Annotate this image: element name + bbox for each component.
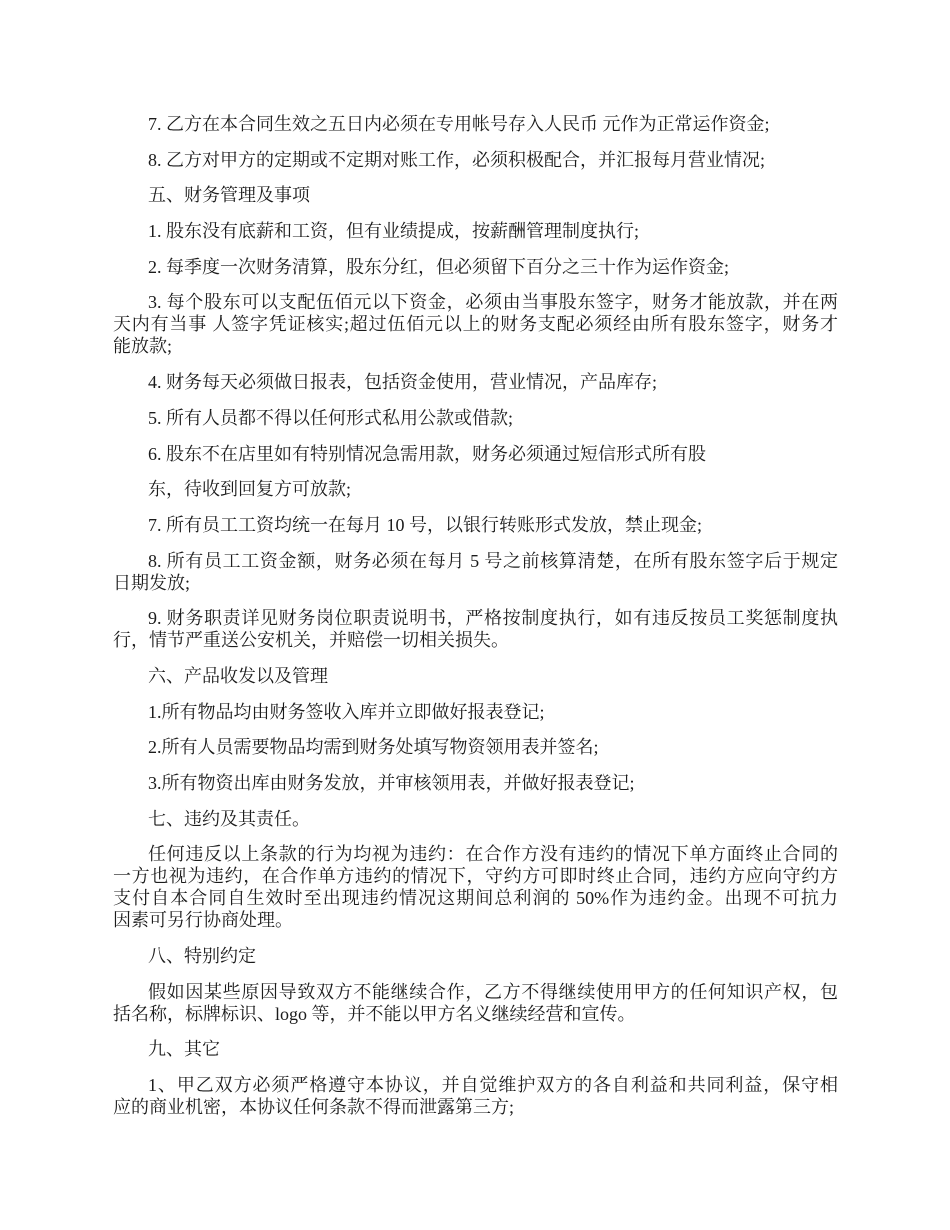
- heading-text: 五、财务管理及事项: [148, 185, 310, 206]
- body-paragraph: [113, 843, 838, 931]
- paragraph-line: 一方也视为违约，在合作单方违约的情况下，守约方可即时终止合同，违约方应向守约方: [113, 866, 838, 887]
- paragraph-line: 6. 股东不在店里如有特别情况急需用款，财务必须通过短信形式所有股: [148, 443, 706, 464]
- heading-text: 九、其它: [148, 1039, 220, 1060]
- paragraph-line: 7. 所有员工工资均统一在每月 10 号，以银行转账形式发放，禁止现金;: [148, 514, 702, 535]
- paragraph-line: 3.所有物资出库由财务发放，并审核领用表，并做好报表登记;: [148, 773, 635, 793]
- clause-item: [113, 1074, 838, 1118]
- paragraph-line: 1.所有物品均由财务签收入库并立即做好报表登记;: [148, 701, 545, 722]
- clause-item: [113, 113, 838, 135]
- paragraph-line: 支付自本合同自生效时至出现违约情况这期间总利润的 50%作为违约金。出现不可抗力: [113, 888, 838, 909]
- paragraph-line: 天内有当事 人签字凭证核实;超过伍佰元以上的财务支配必须经由所有股东签字，财务才: [113, 314, 838, 335]
- heading-text: 八、特别约定: [148, 946, 256, 967]
- clause-item: [113, 701, 838, 723]
- paragraph-line: 假如因某些原因导致双方不能继续合作，乙方不得继续使用甲方的任何知识产权，包: [148, 981, 838, 1002]
- clause-item: [113, 407, 838, 429]
- clause-item: [113, 220, 838, 242]
- heading-text: 六、产品收发以及管理: [148, 665, 328, 686]
- paragraph-line: 括名称，标牌标识、logo 等，并不能以甲方名义继续经营和宣传。: [113, 1003, 636, 1024]
- section-heading: [113, 1038, 838, 1060]
- paragraph-line: 东，待收到回复方可放款;: [148, 479, 351, 500]
- clause-item: [113, 772, 838, 794]
- clause-item: [113, 291, 838, 357]
- paragraph-line: 9. 财务职责详见财务岗位职责说明书，严格按制度执行，如有违反按员工奖惩制度执: [148, 608, 838, 629]
- paragraph-line: 能放款;: [113, 336, 173, 357]
- paragraph-line: 因素可另行协商处理。: [113, 910, 293, 931]
- body-paragraph: [113, 981, 838, 1025]
- section-heading: [113, 808, 838, 830]
- body-paragraph: [113, 478, 838, 500]
- clause-item: [113, 371, 838, 393]
- clause-item: [113, 514, 838, 536]
- paragraph-line: 5. 所有人员都不得以任何形式私用公款或借款;: [148, 407, 513, 428]
- paragraph-line: 任何违反以上条款的行为均视为违约：在合作方没有违约的情况下单方面终止合同的: [148, 844, 838, 865]
- paragraph-line: 行，情节严重送公安机关，并赔偿一切相关损失。: [113, 630, 509, 651]
- section-heading: [113, 665, 838, 687]
- paragraph-line: 4. 财务每天必须做日报表，包括资金使用，营业情况，产品库存;: [148, 372, 657, 393]
- paragraph-line: 应的商业机密，本协议任何条款不得而泄露第三方;: [113, 1097, 514, 1118]
- clause-item: [113, 256, 838, 278]
- paragraph-line: 2.所有人员需要物品均需到财务处填写物资领用表并签名;: [148, 737, 599, 758]
- paragraph-line: 8. 乙方对甲方的定期或不定期对账工作，必须积极配合，并汇报每月营业情况;: [148, 149, 765, 170]
- clause-item: [113, 443, 838, 465]
- clause-item: [113, 149, 838, 171]
- section-heading: [113, 184, 838, 206]
- clause-item: [113, 550, 838, 594]
- paragraph-line: 8. 所有员工工资金额，财务必须在每月 5 号之前核算清楚，在所有股东签字后于规定: [148, 550, 838, 571]
- section-heading: [113, 945, 838, 967]
- paragraph-line: 3. 每个股东可以支配伍佰元以下资金，必须由当事股东签字，财务才能放款，并在两: [148, 292, 838, 313]
- clause-item: [113, 607, 838, 651]
- document-body: [113, 113, 838, 1132]
- paragraph-line: 1、甲乙双方必须严格遵守本协议，并自觉维护双方的各自利益和共同利益，保守相: [148, 1075, 838, 1096]
- paragraph-line: 7. 乙方在本合同生效之五日内必须在专用帐号存入人民币 元作为正常运作资金;: [148, 114, 770, 134]
- paragraph-line: 日期发放;: [113, 572, 191, 593]
- paragraph-line: 2. 每季度一次财务清算，股东分红，但必须留下百分之三十作为运作资金;: [148, 256, 729, 277]
- clause-item: [113, 736, 838, 758]
- paragraph-line: 1. 股东没有底薪和工资，但有业绩提成，按薪酬管理制度执行;: [148, 221, 639, 242]
- heading-text: 七、违约及其责任。: [148, 808, 310, 829]
